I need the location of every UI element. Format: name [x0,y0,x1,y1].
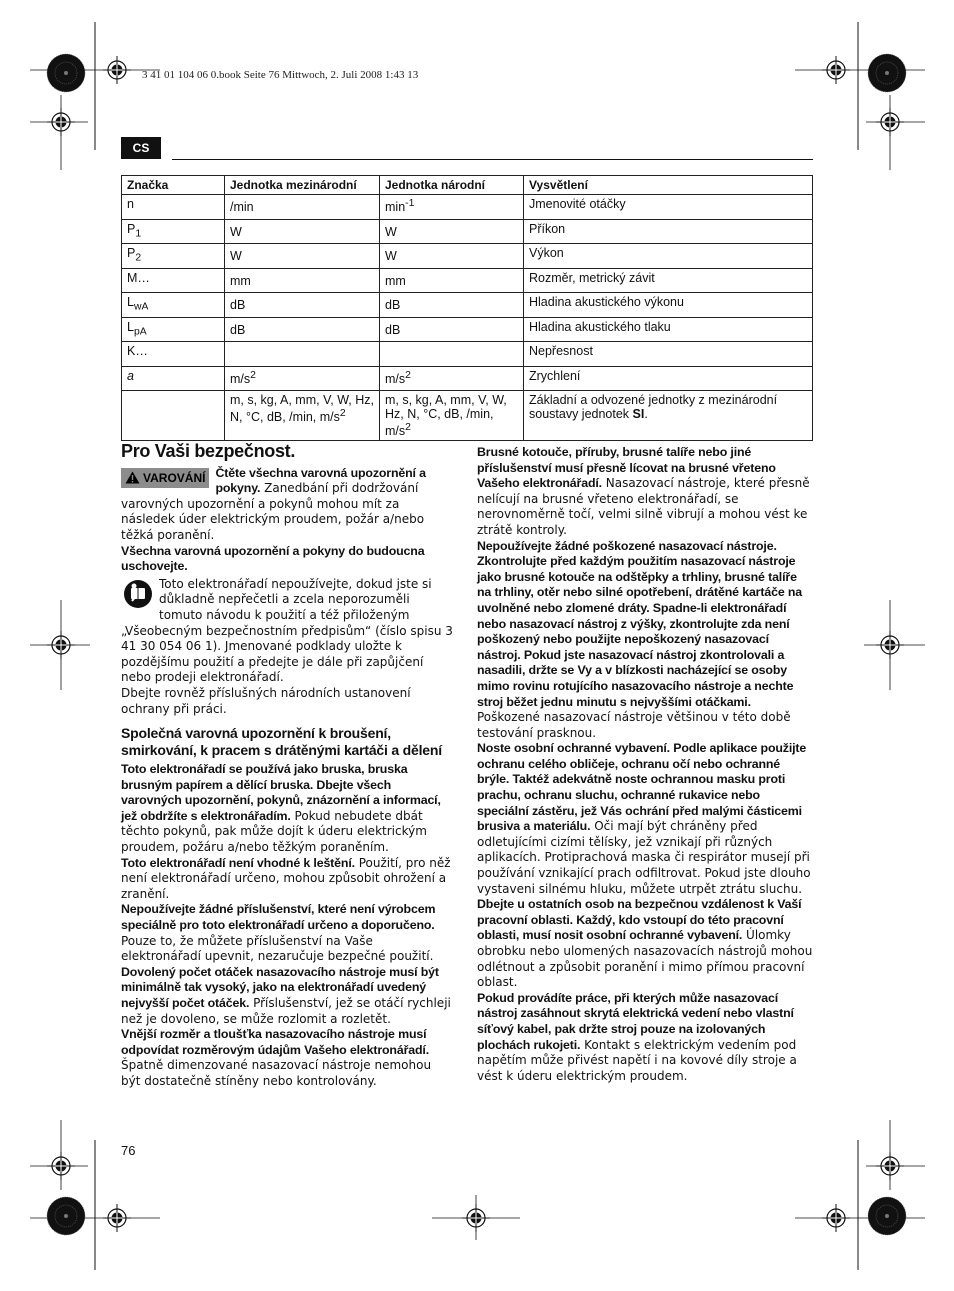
table-row [122,219,813,244]
table-cell [380,366,524,391]
table-cell [524,342,813,367]
safety-paragraph [121,856,454,903]
table-cell [122,195,225,220]
table-cell [524,391,813,441]
subsection-title: Společná varovná upozornění k broušení, smirkování, k pracem s drátěnými kartáči a dělení [121,725,442,759]
safety-paragraph [477,991,813,1085]
cell-text: dB [230,322,246,337]
paragraph-bold: Toto elektronářadí se používá jako bruska, bruska brusným papírem a dělící bruska. Dbejte všech varovných upozornění, pokynů, znázornění a informací, jež obdržíte s elektronářadím. [121,762,441,823]
table-row [122,195,813,220]
table-cell [225,317,380,342]
paragraph-text: Oči mají být chráněny před odletujícími cizími tělísky, jež vznikají při různých aplikacích. Protiprachová maska či respirátor musejí při používání vznikající prach odfiltrovat. Pokud jste dlouho vystaveni silnému hluku, můžete utrpět ztrátu sluchu. [477,819,811,896]
cell-text: W [385,249,397,264]
read-manual-icon [123,579,153,609]
safety-paragraph [121,1027,454,1089]
cell-text: dB [385,298,401,313]
column-header: Jednotka národní [380,176,524,195]
table-cell [524,219,813,244]
header-rule [172,159,813,160]
warning-text: Zanedbání při dodržování varovných upozornění a pokynů mohou mít za následek úder elektrickým proudem, požár a/nebo těžká poranění. [121,481,425,542]
cell-text: W [230,249,242,264]
language-badge: CS [121,137,161,159]
table-cell [380,195,524,220]
cell-symbol: P [127,221,136,236]
cell-subscript: wA [133,301,149,313]
cell-text: W [385,224,397,239]
table-row [122,391,813,441]
table-cell [524,366,813,391]
cell-text: m/s [230,371,251,386]
table-cell [524,244,813,269]
paragraph-bold: Dbejte u ostatních osob na bezpečnou vzdálenost k Vaší pracovní oblasti. Každý, kdo vstoupí do této pracovní oblasti, musí nosit osobní ochranné vybavení. [477,897,802,943]
cell-text: min [385,200,406,215]
cell-symbol: M… [127,270,150,285]
cell-symbol: K… [127,344,148,358]
table-cell [122,391,225,441]
table-cell [225,195,380,220]
table-cell [225,293,380,318]
table-cell [380,244,524,269]
cell-text: /min [230,200,254,215]
table-cell [380,219,524,244]
cell-symbol: L [127,295,134,309]
table-cell [225,268,380,293]
keep-instructions: Všechna varovná upozornění a pokyny do budoucna uschovejte. [121,543,425,574]
units-table [121,175,813,441]
cell-text: Nepřesnost [529,344,593,358]
table-cell [225,366,380,391]
cell-text: dB [385,322,401,337]
cell-text: m/s [385,371,406,386]
paragraph-text: Použití, pro něž není elektronářadí určeno, mohou způsobit ohrožení a zranění. [121,855,451,901]
safety-paragraph [121,965,454,1027]
safety-paragraph [477,539,813,742]
paragraph-text: Nasazovací nástroje, které přesně nelícují na brusné vřeteno elektronářadí, se nerovnoměrně točí, velmi silně vibrují a mohou vést ke ztrátě kontroly. [477,476,810,537]
cell-subscript: 2 [135,252,142,264]
paragraph-bold: Brusné kotouče, příruby, brusné talíře nebo jiné příslušenství musí přesně lícovat na brusné vřeteno Vašeho elektronářadí. [477,445,776,491]
table-row [122,317,813,342]
cell-superscript: 2 [405,369,411,381]
cell-subscript: pA [133,326,147,337]
column-header: Vysvětlení [524,176,813,195]
table-cell [122,366,225,391]
page-number: 76 [121,1143,136,1158]
table-cell [524,317,813,342]
table-cell [122,293,225,318]
paragraph-text: Pouze to, že můžete příslušenství na Vaše elektronářadí upevnit, nezaručuje bezpečné použití. [121,933,434,964]
cell-symbol: L [127,319,134,334]
cell-subscript: 1 [135,228,142,239]
cell-symbol: a [127,368,134,383]
table-cell [122,268,225,293]
table-cell [524,268,813,293]
paragraph-text: Úlomky obrobku nebo ulomených nasazovacích nástrojů mohou odlétnout a způsobit poranění i mimo přímou pracovní oblast. [477,928,813,990]
cell-text: m, s, kg, A, mm, V, W, Hz, N, °C, dB, /min, m/s [385,393,507,439]
cell-text: Hladina akustického výkonu [529,295,684,309]
column-header: Značka [122,176,225,195]
print-job-line: 3 41 01 104 06 0.book Seite 76 Mittwoch, 2. Juli 2008 1:43 13 [142,69,419,81]
table-cell [380,268,524,293]
table-cell [380,317,524,342]
safety-paragraph [477,445,813,539]
safety-paragraph [121,762,454,856]
right-column [477,445,813,1084]
table-cell [225,391,380,441]
table-row [122,366,813,391]
paragraph-bold: Noste osobní ochranné vybavení. Podle aplikace použijte ochranu celého obličeje, ochranu očí nebo ochranné brýle. Taktéž adekvátně noste ochrannou masku proti prachu, ochranu sluchu, ochranné rukavice nebo speciální zástěru, jež Vás ochrání před malými částicemi brusiva a materiálu. [477,741,807,834]
table-cell [524,293,813,318]
cell-symbol: n [127,197,134,211]
warning-triangle-icon [125,471,140,484]
cell-text: Výkon [529,246,564,260]
safety-paragraph [121,902,454,964]
warning-label: VAROVÁNÍ [143,470,206,485]
cell-superscript: 2 [250,369,256,381]
table-row [122,342,813,367]
table-cell [122,244,225,269]
cell-superscript: -1 [405,198,415,209]
cell-text: . [644,407,648,421]
table-row [122,268,813,293]
table-cell [122,317,225,342]
paragraph-text: Poškozené nasazovací nástroje většinou v této době testování prasknou. [477,710,791,740]
cell-text: W [230,224,242,239]
safety-paragraph [477,741,813,897]
paragraph-bold: Vnější rozměr a tloušťka nasazovacího nástroje musí odpovídat rozměrovým údajům Vašeho elektronářadí. [121,1027,430,1057]
paragraph-bold: Toto elektronářadí není vhodné k leštění. [121,855,355,870]
table-cell [122,342,225,367]
table-cell [380,293,524,318]
table-cell [380,391,524,441]
paragraph-bold: Nepoužívejte žádné příslušenství, které není výrobcem speciálně pro toto elektronářadí určeno a doporučeno. [121,902,436,933]
left-column [121,441,454,1090]
manual-text: Toto elektronářadí nepoužívejte, dokud jste si důkladně nepřečetli a zcela neporozuměli tomuto návodu k použití a též přiloženým „Všeobecným bezpečnostním předpisům“ (číslo spisu 3 41 30 054 06 1). Jmenované podklady uložte k pozdějšímu použití a předejte je dále při zapůjčení nebo prodeji elektronářadí. [121,576,453,685]
left-paragraphs [121,762,454,1089]
table-cell [524,195,813,220]
cell-text: Jmenovité otáčky [529,197,626,211]
table-cell [380,342,524,367]
paragraph-text: Špatně dimenzované nasazovací nástroje nemohou být dostatečně stíněny nebo kontrolovány. [121,1058,432,1088]
national-text: Dbejte rovněž příslušných národních ustanovení ochrany při práci. [121,685,411,716]
warning-bold: Čtěte všechna varovná upozornění a pokyny. [215,465,426,496]
table-row [122,293,813,318]
paragraph-bold: Dovolený počet otáček nasazovacího nástroje musí být minimálně tak vysoký, jako na elektronářadí uvedený nejvyšší počet otáček. [121,964,439,1010]
cell-bold-text: SI [632,407,645,421]
cell-superscript: 2 [339,408,346,419]
paragraph-text: Kontakt s elektrickým vedením pod napětím může přivést napětí i na kovové díly stroje a vést k úderu elektrickým proudem. [477,1037,797,1083]
cell-text: dB [230,298,246,313]
paragraph-text: Příslušenství, jež se otáčí rychleji než je dovoleno, se může rozlomit a rozletět. [121,996,451,1026]
paragraph-text: Pokud nebudete dbát těchto pokynů, pak může dojít k úderu elektrickým proudem, požáru a/nebo těžkým poraněním. [121,808,427,855]
cell-superscript: 2 [405,422,411,433]
table-row [122,244,813,269]
cell-text: Hladina akustického tlaku [529,319,671,334]
table-header-row [122,176,813,195]
safety-paragraph [477,897,813,991]
cell-text: Zrychlení [529,368,581,383]
warning-badge [121,468,209,488]
paragraph-bold: Nepoužívejte žádné poškozené nasazovací nástroje. Zkontrolujte před každým použitím nasazovací nástroje jako brusné kotouče na odštěpky a trhliny, brusné talíře na trhliny, otěr nebo silné opotřebení, drátěné kartáče na uvolněné nebo zlomené dráty. Spadne-li elektronářadí nebo nasazovací nástroj z výšky, zkontrolujte zda není poškozený nebo použijte nepoškozený nasazovací nástroj. Pokud jste nasazovací nástroj zkontrolovali a nasadili, držte se Vy a v blízkosti nacházející se osoby mimo rovinu rotujícího nasazovacího nástroje a nechte stroj běžet jednu minutu s nejvyššími otáčkami. [477,538,803,709]
cell-symbol: P [127,246,136,260]
column-header: Jednotka mezinárodní [225,176,380,195]
table-cell [122,219,225,244]
cell-text: m, s, kg, A, mm, V, W, Hz, N, °C, dB, /min, m/s [230,393,375,425]
cell-text: Příkon [529,221,566,236]
table-cell [225,342,380,367]
cell-text: mm [385,273,406,288]
section-title: Pro Vaši bezpečnost. [121,441,296,461]
paragraph-bold: Pokud provádíte práce, při kterých může nasazovací nástroj zasáhnout skrytá elektrická vedení nebo vlastní síťový kabel, pak držte stroj pouze na izolovaných plochách rukojeti. [477,990,794,1052]
cell-text: Základní a odvozené jednotky z mezinárodní soustavy jednotek [529,393,778,421]
cell-text: mm [230,273,251,288]
table-cell [225,219,380,244]
table-cell [225,244,380,269]
right-paragraphs [477,445,813,1084]
cell-text: Rozměr, metrický závit [529,270,655,285]
